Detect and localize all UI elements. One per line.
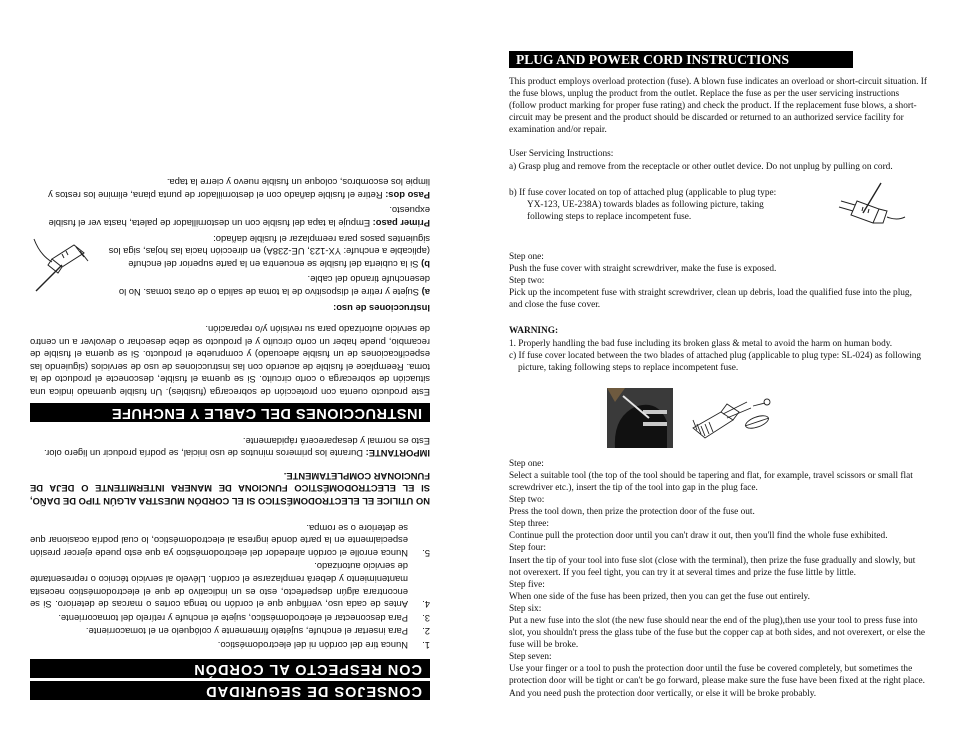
step-a: a) Sujete y retire el dispositivo de la toma de salida o de otras tomas. No lo desenchufe tirando del cable. [118, 274, 430, 298]
step-label: Step three: [509, 519, 550, 530]
step-text: Push the fuse cover with straight screwdriver, make the fuse is exposed. [509, 264, 777, 275]
user-servicing-heading: User Servicing Instructions: [509, 149, 614, 160]
fuse-steps-c [509, 458, 927, 700]
plug-screwdriver-icon [835, 179, 907, 239]
step-text: Insert the tip of your tool into fuse slot (close with the terminal), then prize the fuse gradually and slowly, but not overexert. If you feel tight, you can try it at several times and prize the fuse little by little. [509, 555, 916, 578]
safety-title-line1: CONSEJOS DE SEGURIDAD [30, 681, 430, 700]
list-item: 3. Para desconectar el electrodoméstico, sujete el enchufe y retírelo del tomacorriente. [58, 612, 430, 624]
plug-power-cord-title: PLUG AND POWER CORD INSTRUCTIONS [509, 51, 853, 68]
instructions-heading: Instrucciones de uso: [333, 302, 430, 314]
step-label: Step two: [509, 276, 545, 287]
intro-paragraph: This product employs overload protection (fuse). A blown fuse indicates an overload or short-circuit situation. If the fuse blows, unplug the product from the outlet. Replace the fuse as per the user servicing instructions (follow product marking for proper fuse rating) and check the product. If the replacement fuse blows, a short-circuit may be present and the product should be discarded or returned to an authorized service facility for examination and/or repair. [509, 77, 927, 136]
step-label: Step four: [509, 543, 546, 554]
step-label: Step seven: [509, 652, 552, 663]
fuse-figures [607, 388, 927, 448]
warning-heading: WARNING: [509, 326, 559, 337]
fuse-steps-b [509, 251, 927, 311]
step-text: Press the tool down, then prize the protection door of the fuse out. [509, 507, 755, 518]
list-item: 1. Nunca tire del cordón ni del electrodoméstico. [217, 640, 430, 651]
plug-instructions-title: INSTRUCCIONES DEL CABLE Y ENCHUFE [30, 403, 430, 422]
instructions-with-figure [30, 232, 430, 301]
step-text: Use your finger or a tool to push the protection door until the fuse be covered completely, but sometimes the protection door will be tight or can't be go forward, please make sure the fuse have been fixed at the right place. And you need push the protection door vertically, or else it will be broke probably. [509, 664, 926, 699]
instructions-text [98, 232, 430, 301]
warning-item: 1. Properly handling the bad fuse including its broken glass & metal to avoid the harm on human body. [509, 338, 893, 349]
instruction-a: a) Grasp plug and remove from the receptacle or other outlet device. Do not unplug by pulling on cord. [509, 161, 893, 172]
cord-warning: NO UTILICE EL ELECTRODOMÉSTICO SI EL CORDÓN MUESTRA ALGÚN TIPO DE DAÑO, SI EL ELECTRODOMÉSTICO FUNCIONA DE MANERA INTERMITENTE O DEJA DE FUNCIONAR COMPLETAMENTE. [30, 470, 430, 508]
list-item: 2. Para insertar el enchufe, sujételo firmemente y colóquelo en el tomacorriente. [85, 626, 430, 638]
step-text: Pick up the incompetent fuse with straight screwdriver, clean up debris, load the qualified fuse into the plug, and close the fuse cover. [509, 288, 912, 311]
step-label: Step two: [509, 495, 545, 506]
plug-intro-paragraph: Este producto cuenta con protección de sobrecarga (fusibles). Un fusible quemado indica una situación de sobrecarga o corto circuito. Si se quema el fusible, desconecte el producto de la toma. Reemplace el fusible de acuerdo con las instrucciones de uso de servicios (siguiendo las especificaciones de un fusible adecuado) y compruebe el producto. Si se quema el fusible de recambio, puede haber un corto circuito y el producto se debe desechar o devolver a un centro de servicio autorizado para su revisión y/o reparación. [30, 324, 430, 399]
plug-screwdriver-icon [30, 235, 92, 295]
step-label: Step one: [509, 458, 544, 469]
english-page [477, 0, 954, 737]
list-item: 4. Antes de cada uso, verifique que el cordón no tenga cortes o marcas de deterioro. Si se encontrara algún desperfecto, esto es un indicativo de que el electrodoméstico necesita mantenimiento y deberá remplazarse el cordón. Llévelo al servicio técnico o representante de servicio autorizado. [30, 561, 430, 611]
plug-photo-icon [607, 388, 673, 448]
safety-list [30, 521, 430, 651]
list-item: 5. Nunca enrolle el cordón alrededor del electrodoméstico ya que esto puede ejercer presión especialmente en la parte donde ingresa al electrodoméstico, lo cual podría ocasionar que se deteriore o se rompa. [30, 522, 430, 559]
step-text: Select a suitable tool (the top of the tool should be tapering and flat, for example, travel scissors or small flat screwdriver etc.), insert the tip of the tool into gap in the plug face. [509, 470, 913, 493]
safety-title-line2: CON RESPECTO AL CORDÓN [30, 659, 430, 678]
step-text: Put a new fuse into the slot (the new fuse should near the end of the plug),then use your tool to press fuse into slot, you shouldn't press the glass tube of the fuse but the copper cap at both sides, and not overexert, or else the fuse will be broke. [509, 616, 926, 651]
instruction-b: b) If fuse cover located on top of attached plug (applicable to plug type: YX-123, UE-238A) towards blades as following picture, taking following steps to replace incompetent fuse. [509, 187, 927, 223]
step-text: When one side of the fuse has been prized, then you can get the fuse out entirely. [509, 591, 810, 602]
step-text: Continue pull the protection door until you can't draw it out, then you'll find the whole fuse exhibited. [509, 531, 888, 542]
fuse-diagram-icon [683, 388, 775, 448]
step-label: Step six: [509, 603, 542, 614]
step-label: Step five: [509, 579, 545, 590]
paso-1: Primer paso: Empuje la tapa del fusible con un destornillador de paleta, hasta ver el fusible expuesto. [48, 205, 430, 229]
important-note: IMPORTANTE: Durante los primeros minutos de uso inicial, se podría producir un ligero olor. Esto es normal y desaparecerá rápidamente. [44, 435, 430, 460]
instruction-c: c) If fuse cover located between the two blades of attached plug (applicable to plug type: SL-024) as following picture, taking following steps to replace incompetent fuse. [509, 350, 922, 373]
step-label: Step one: [509, 251, 544, 262]
english-page-content [509, 51, 927, 700]
paso-2: Paso dos: Retire el fusible dañado con el destornillador de punta plana, elimine los restos y limpie los escombros, coloque un fusible nuevo y cierre la tapa. [48, 177, 430, 201]
step-b: b) Si la cubierta del fusible se encuentra en la parte superior del enchufe (aplicable a enchufe: YX-123, UE-238A) en dirección hacia las hojas, siga los siguientes pasos para reemplazar el fusible dañado: [108, 233, 430, 270]
spanish-page-content [30, 40, 430, 700]
